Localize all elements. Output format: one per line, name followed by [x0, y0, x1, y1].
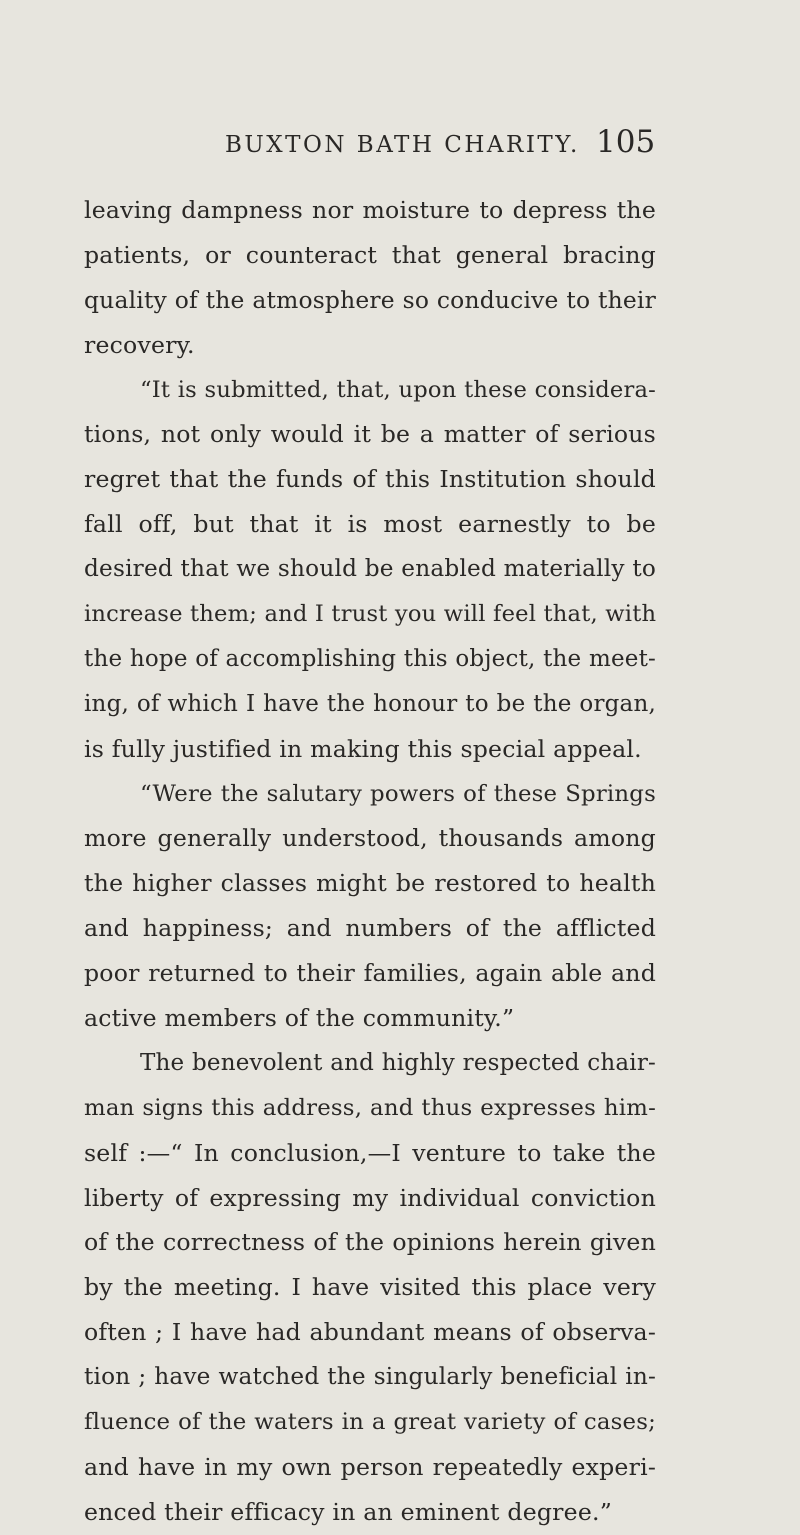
text-line: man signs this address, and thus expresses him-: [84, 1094, 656, 1121]
text-line: “It is submitted, that, upon these considera-: [140, 376, 656, 403]
text-line: of the correctness of the opinions herein given: [84, 1228, 656, 1257]
text-line: the hope of accomplishing this object, the meet-: [84, 645, 656, 672]
text-line: increase them; and I trust you will feel that, with: [84, 601, 657, 628]
text-line: often ; I have had abundant means of observa-: [84, 1318, 656, 1347]
text-line: and happiness; and numbers of the afflicted: [84, 914, 656, 943]
body-text: [84, 188, 656, 1535]
text-line: fall off, but that it is most earnestly to be: [84, 510, 656, 539]
text-line: tion ; have watched the singularly beneficial in-: [84, 1363, 656, 1391]
text-line: active members of the community.”: [84, 1004, 515, 1033]
text-line: ing, of which I have the honour to be the organ,: [84, 690, 656, 717]
page-number: 105: [596, 124, 656, 160]
text-line: by the meeting. I have visited this place very: [84, 1273, 656, 1302]
running-head: BUXTON BATH CHARITY.: [225, 132, 580, 158]
text-line: The benevolent and highly respected chair-: [140, 1049, 656, 1076]
text-line: patients, or counteract that general bracing: [84, 240, 656, 269]
text-line: “Were the salutary powers of these Springs: [140, 780, 656, 807]
text-line: self :—“ In conclusion,—I venture to take the: [84, 1138, 656, 1167]
text-line: liberty of expressing my individual conviction: [84, 1183, 656, 1212]
text-line: the higher classes might be restored to health: [84, 869, 656, 898]
text-line: more generally understood, thousands among: [84, 824, 656, 853]
text-line: tions, not only would it be a matter of serious: [84, 420, 656, 449]
text-line: fluence of the waters in a great variety of cases;: [84, 1409, 656, 1436]
text-line: leaving dampness nor moisture to depress the: [84, 196, 656, 224]
text-line: recovery.: [84, 330, 195, 359]
text-line: is fully justified in making this special appeal.: [84, 734, 642, 763]
text-line: regret that the funds of this Institution should: [84, 465, 656, 494]
text-line: poor returned to their families, again able and: [84, 959, 656, 988]
text-line: quality of the atmosphere so conducive to their: [84, 285, 656, 314]
text-line: and have in my own person repeatedly experi-: [84, 1452, 656, 1481]
text-line: enced their efficacy in an eminent degree.”: [84, 1497, 612, 1526]
text-line: desired that we should be enabled materially to: [84, 555, 656, 583]
